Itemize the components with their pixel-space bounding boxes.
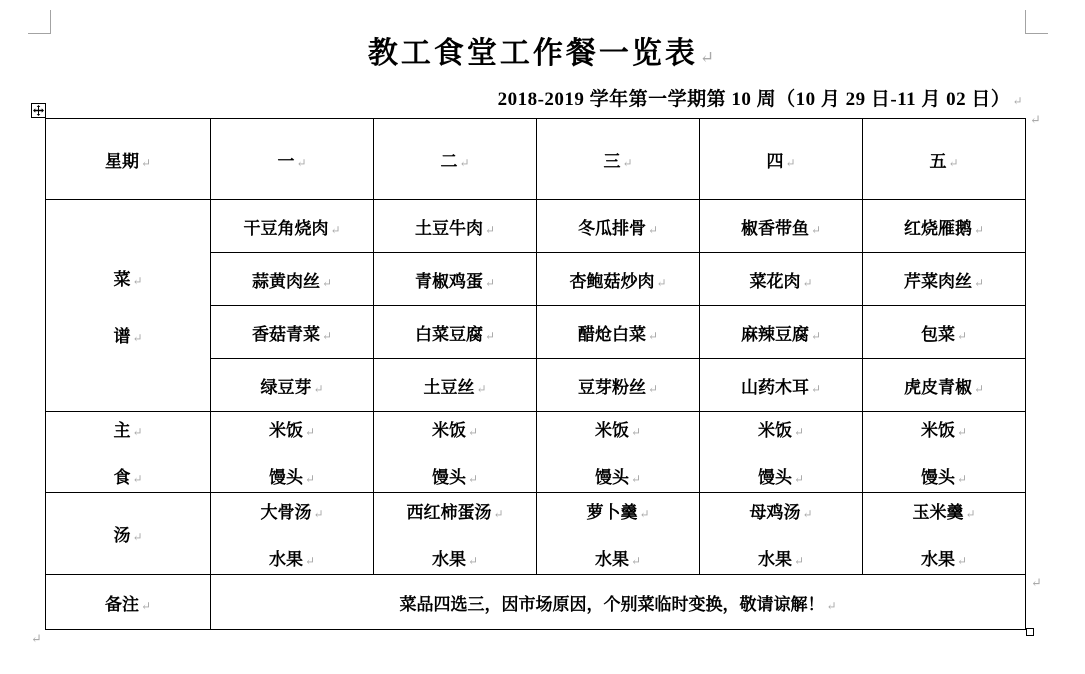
pilcrow-mark: ↵ <box>802 506 813 521</box>
soup-cell[interactable] <box>211 493 374 575</box>
pilcrow-mark: ↵ <box>956 425 968 439</box>
pilcrow-mark: ↵ <box>699 48 718 67</box>
pilcrow-mark: ↵ <box>622 155 633 170</box>
soup-cell[interactable] <box>863 493 1026 575</box>
pilcrow-mark: ↵ <box>313 506 324 521</box>
pilcrow-mark: ↵ <box>132 330 143 345</box>
pilcrow-mark: ↵ <box>956 328 968 343</box>
pilcrow-mark: ↵ <box>1012 94 1023 108</box>
page-subtitle-text: 2018-2019 学年第一学期第 10 周（10 月 29 日-11 月 02 日） <box>497 89 1011 110</box>
four-way-arrow-icon <box>33 105 44 116</box>
pilcrow-mark: ↵ <box>467 472 479 486</box>
pilcrow-mark: ↵ <box>793 472 805 486</box>
pilcrow-mark: ↵ <box>656 275 667 290</box>
dish-name: 杏鲍菇炒肉 <box>569 271 655 291</box>
menu-cell[interactable] <box>537 200 700 253</box>
menu-cell[interactable] <box>537 253 700 306</box>
menu-cell[interactable] <box>863 200 1026 253</box>
table-row <box>46 493 1026 575</box>
pilcrow-mark: ↵ <box>793 553 805 568</box>
staple-item: 馒头 <box>757 468 792 487</box>
row-label-staple-line1: 主 <box>113 421 131 440</box>
day-label: 一 <box>277 151 295 171</box>
menu-cell[interactable] <box>374 200 537 253</box>
dish-name: 冬瓜排骨 <box>577 218 646 238</box>
menu-cell[interactable] <box>700 359 863 412</box>
dish-name: 青椒鸡蛋 <box>414 271 483 291</box>
pilcrow-mark: ↵ <box>630 425 642 439</box>
dish-name: 包菜 <box>920 324 955 344</box>
end-of-row-mark: ↵ <box>1031 575 1042 590</box>
soup-item: 玉米羹 <box>912 502 964 522</box>
row-label-menu-cell[interactable] <box>46 200 211 412</box>
dish-name: 虎皮青椒 <box>903 377 972 397</box>
pilcrow-mark: ↵ <box>793 425 805 439</box>
pilcrow-mark: ↵ <box>647 328 659 343</box>
dish-name: 绿豆芽 <box>260 377 312 397</box>
soup-item: 萝卜羹 <box>586 502 638 522</box>
pilcrow-mark: ↵ <box>956 472 968 486</box>
dish-name: 干豆角烧肉 <box>243 218 329 238</box>
soup-item: 水果 <box>757 549 792 569</box>
note-cell[interactable] <box>211 575 1026 630</box>
soup-item: 水果 <box>431 549 466 569</box>
table-move-handle-icon[interactable] <box>31 103 46 118</box>
row-label-soup-cell[interactable] <box>46 493 211 575</box>
page-subtitle[interactable] <box>498 84 1023 111</box>
page-title[interactable] <box>0 28 1085 72</box>
menu-cell[interactable] <box>374 306 537 359</box>
pilcrow-mark: ↵ <box>647 381 659 396</box>
menu-cell[interactable] <box>211 200 374 253</box>
pilcrow-mark: ↵ <box>132 472 143 486</box>
header-day-tue-cell[interactable] <box>374 119 537 200</box>
dish-name: 豆芽粉丝 <box>577 377 646 397</box>
staple-cell[interactable] <box>537 412 700 493</box>
pilcrow-mark: ↵ <box>140 155 152 170</box>
staple-item: 馒头 <box>920 468 955 487</box>
menu-cell[interactable] <box>537 306 700 359</box>
note-text: 菜品四选三，因市场原因，个别菜临时变换，敬请谅解！ <box>399 594 825 614</box>
pilcrow-mark: ↵ <box>467 553 479 568</box>
header-day-fri-cell[interactable] <box>863 119 1026 200</box>
pilcrow-mark: ↵ <box>484 328 496 343</box>
menu-cell[interactable] <box>700 253 863 306</box>
staple-item: 米饭 <box>594 421 629 440</box>
header-week-label: 星期 <box>104 151 139 171</box>
row-label-note-cell[interactable] <box>46 575 211 630</box>
pilcrow-mark: ↵ <box>810 222 822 237</box>
pilcrow-mark: ↵ <box>810 328 822 343</box>
soup-item: 西红柿蛋汤 <box>406 502 492 522</box>
menu-cell[interactable] <box>700 200 863 253</box>
staple-cell[interactable] <box>374 412 537 493</box>
dish-name: 山药木耳 <box>740 377 809 397</box>
pilcrow-mark: ↵ <box>484 275 496 290</box>
day-label: 四 <box>766 151 784 171</box>
dish-name: 芹菜肉丝 <box>903 271 972 291</box>
staple-item: 米饭 <box>431 421 466 440</box>
staple-item: 米饭 <box>757 421 792 440</box>
row-label-soup: 汤 <box>113 526 131 545</box>
row-label-menu-line2: 谱 <box>113 326 131 346</box>
pilcrow-mark: ↵ <box>965 506 976 521</box>
staple-cell[interactable] <box>863 412 1026 493</box>
pilcrow-mark: ↵ <box>467 425 479 439</box>
menu-cell[interactable] <box>700 306 863 359</box>
dish-name: 土豆丝 <box>423 377 475 397</box>
staple-item: 馒头 <box>594 468 629 487</box>
row-label-menu-line1: 菜 <box>113 269 131 289</box>
menu-cell[interactable] <box>211 253 374 306</box>
pilcrow-mark: ↵ <box>296 155 307 170</box>
pilcrow-mark: ↵ <box>459 155 470 170</box>
dish-name: 醋炝白菜 <box>577 324 646 344</box>
pilcrow-mark: ↵ <box>330 222 341 237</box>
table-row <box>46 575 1026 630</box>
menu-cell[interactable] <box>211 306 374 359</box>
table-row <box>46 119 1026 200</box>
staple-item: 米饭 <box>268 421 303 440</box>
pilcrow-mark: ↵ <box>810 381 822 396</box>
staple-item: 馒头 <box>431 468 466 487</box>
soup-item: 水果 <box>268 549 303 569</box>
menu-cell[interactable] <box>863 359 1026 412</box>
pilcrow-mark: ↵ <box>493 506 504 521</box>
pilcrow-mark: ↵ <box>630 553 642 568</box>
header-day-mon-cell[interactable] <box>211 119 374 200</box>
pilcrow-mark: ↵ <box>304 472 316 486</box>
pilcrow-mark: ↵ <box>132 273 143 288</box>
pilcrow-mark: ↵ <box>639 506 650 521</box>
pilcrow-mark: ↵ <box>802 275 813 290</box>
pilcrow-mark: ↵ <box>630 472 642 486</box>
staple-item: 馒头 <box>268 468 303 487</box>
dish-name: 椒香带鱼 <box>740 218 809 238</box>
row-label-staple-line2: 食 <box>113 468 131 487</box>
table-row <box>46 200 1026 253</box>
pilcrow-mark: ↵ <box>826 598 837 613</box>
pilcrow-mark: ↵ <box>956 553 968 568</box>
day-label: 五 <box>929 151 947 171</box>
staple-cell[interactable] <box>211 412 374 493</box>
pilcrow-mark: ↵ <box>484 222 496 237</box>
day-label: 三 <box>603 151 621 171</box>
menu-cell[interactable] <box>863 253 1026 306</box>
dish-name: 香菇青菜 <box>251 324 320 344</box>
page-title-text: 教工食堂工作餐一览表 <box>367 37 698 70</box>
menu-cell[interactable] <box>863 306 1026 359</box>
pilcrow-mark: ↵ <box>973 275 985 290</box>
header-week-label-cell[interactable] <box>46 119 211 200</box>
soup-item: 水果 <box>594 549 629 569</box>
day-label: 二 <box>440 151 458 171</box>
menu-cell[interactable] <box>537 359 700 412</box>
row-label-note: 备注 <box>104 594 139 614</box>
menu-cell[interactable] <box>211 359 374 412</box>
header-day-thu-cell[interactable] <box>700 119 863 200</box>
soup-cell[interactable] <box>537 493 700 575</box>
soup-cell[interactable] <box>374 493 537 575</box>
pilcrow-mark: ↵ <box>132 530 143 544</box>
pilcrow-mark: ↵ <box>321 275 333 290</box>
dish-name: 蒜黄肉丝 <box>251 271 320 291</box>
soup-item: 大骨汤 <box>260 502 312 522</box>
header-day-wed-cell[interactable] <box>537 119 700 200</box>
pilcrow-mark: ↵ <box>476 381 487 396</box>
meal-schedule-table <box>45 118 1026 630</box>
menu-cell[interactable] <box>374 253 537 306</box>
pilcrow-mark: ↵ <box>785 155 796 170</box>
table-row <box>46 412 1026 493</box>
menu-cell[interactable] <box>374 359 537 412</box>
soup-cell[interactable] <box>700 493 863 575</box>
dish-name: 土豆牛肉 <box>414 218 483 238</box>
soup-item: 母鸡汤 <box>749 502 801 522</box>
pilcrow-mark: ↵ <box>973 222 985 237</box>
pilcrow-mark: ↵ <box>140 598 152 613</box>
dish-name: 白菜豆腐 <box>414 324 483 344</box>
staple-item: 米饭 <box>920 421 955 440</box>
pilcrow-mark: ↵ <box>973 381 985 396</box>
pilcrow-mark: ↵ <box>132 425 143 439</box>
table-resize-handle[interactable] <box>1026 628 1034 636</box>
pilcrow-mark: ↵ <box>321 328 333 343</box>
row-label-staple-cell[interactable] <box>46 412 211 493</box>
pilcrow-mark: ↵ <box>647 222 659 237</box>
end-of-row-mark: ↵ <box>1030 112 1041 127</box>
pilcrow-mark: ↵ <box>313 381 324 396</box>
soup-item: 水果 <box>920 549 955 569</box>
pilcrow-mark: ↵ <box>948 155 959 170</box>
dish-name: 红烧雁鹅 <box>903 218 972 238</box>
pilcrow-mark: ↵ <box>31 631 42 646</box>
dish-name: 菜花肉 <box>749 271 801 291</box>
staple-cell[interactable] <box>700 412 863 493</box>
pilcrow-mark: ↵ <box>304 425 316 439</box>
pilcrow-mark: ↵ <box>304 553 316 568</box>
dish-name: 麻辣豆腐 <box>740 324 809 344</box>
